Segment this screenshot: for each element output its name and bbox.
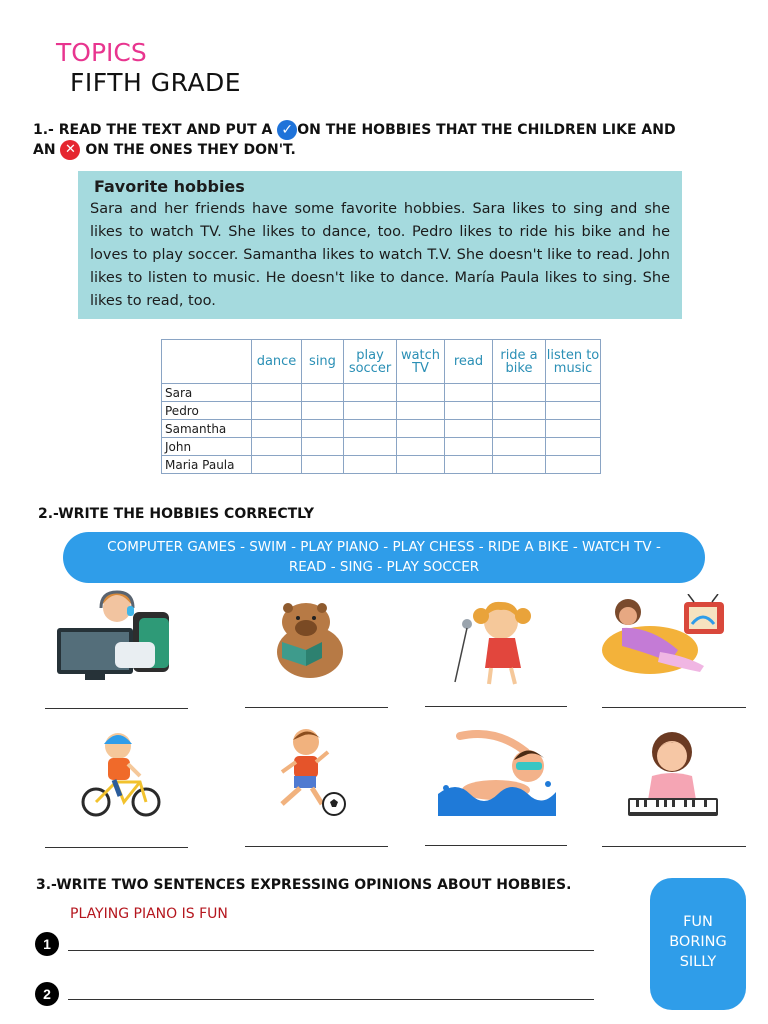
answer-cell[interactable]	[302, 402, 344, 420]
answer-line[interactable]	[425, 845, 567, 846]
table-row	[162, 402, 601, 420]
answer-cell[interactable]	[302, 420, 344, 438]
opinion-word: FUN	[683, 914, 713, 930]
hobbies-table	[161, 339, 601, 474]
answer-cell[interactable]	[344, 420, 397, 438]
cross-mark-icon: ✕	[60, 140, 80, 160]
answer-cell[interactable]	[302, 456, 344, 474]
answer-cell[interactable]	[445, 384, 493, 402]
col-play-soccer: play soccer	[344, 340, 397, 384]
example-sentence: PLAYING PIANO IS FUN	[70, 906, 228, 922]
answer-cell[interactable]	[546, 438, 601, 456]
row-name: Maria Paula	[162, 456, 252, 474]
answer-cell[interactable]	[493, 402, 546, 420]
answer-cell[interactable]	[344, 402, 397, 420]
topics-heading: TOPICS	[56, 38, 147, 67]
answer-cell[interactable]	[397, 438, 445, 456]
instruction-line-2	[33, 140, 296, 160]
swimming-picture	[436, 730, 558, 820]
answer-line[interactable]	[45, 847, 188, 848]
reading-picture	[272, 600, 347, 680]
answer-line[interactable]	[602, 707, 746, 708]
col-listen-to-music: listen to music	[546, 340, 601, 384]
answer-cell[interactable]	[344, 384, 397, 402]
answer-cell[interactable]	[252, 420, 302, 438]
table-header-row	[162, 340, 601, 384]
answer-line[interactable]	[425, 706, 567, 707]
answer-cell[interactable]	[445, 456, 493, 474]
answer-cell[interactable]	[344, 456, 397, 474]
answer-cell[interactable]	[397, 420, 445, 438]
reading-text: Sara and her friends have some favorite hobbies. Sara likes to sing and she likes to watch TV. She likes to dance, too. Pedro likes to ride his bike and he loves to play soccer. Samantha likes to watch T.V. She doesn't like to read. John likes to listen to music. He doesn't like to dance. María Paula likes to sing. She likes to read, too.	[90, 201, 670, 309]
table-row	[162, 438, 601, 456]
soccer-picture	[262, 724, 352, 816]
piano-picture	[624, 724, 722, 820]
answer-cell[interactable]	[546, 420, 601, 438]
number-badge-2: 2	[35, 982, 59, 1006]
instruction-1a: 1.- READ THE TEXT AND PUT A	[33, 122, 273, 138]
answer-cell[interactable]	[445, 438, 493, 456]
answer-cell[interactable]	[344, 438, 397, 456]
answer-line[interactable]	[45, 708, 188, 709]
row-name: Pedro	[162, 402, 252, 420]
answer-line[interactable]	[245, 846, 388, 847]
answer-cell[interactable]	[546, 456, 601, 474]
word-bank-line-1: COMPUTER GAMES - SWIM - PLAY PIANO - PLAY CHESS - RIDE A BIKE - WATCH TV -	[107, 539, 661, 555]
col-read: read	[445, 340, 493, 384]
watching-tv-picture	[600, 594, 730, 676]
singing-picture	[445, 598, 550, 686]
answer-cell[interactable]	[397, 456, 445, 474]
answer-cell[interactable]	[546, 384, 601, 402]
row-name: John	[162, 438, 252, 456]
instruction-1b: ON THE HOBBIES THAT THE CHILDREN LIKE AND	[297, 122, 676, 138]
col-dance: dance	[252, 340, 302, 384]
grade-heading: FIFTH GRADE	[70, 68, 242, 97]
table-row	[162, 456, 601, 474]
biking-picture	[80, 726, 162, 818]
col-watch-tv: watch TV	[397, 340, 445, 384]
row-name: Sara	[162, 384, 252, 402]
answer-cell[interactable]	[302, 384, 344, 402]
answer-cell[interactable]	[493, 420, 546, 438]
answer-cell[interactable]	[397, 384, 445, 402]
section2-title: 2.-WRITE THE HOBBIES CORRECTLY	[38, 506, 315, 522]
answer-cell[interactable]	[445, 402, 493, 420]
table-row	[162, 384, 601, 402]
answer-line[interactable]	[602, 846, 746, 847]
answer-cell[interactable]	[493, 384, 546, 402]
word-bank	[63, 532, 705, 583]
answer-cell[interactable]	[252, 384, 302, 402]
answer-cell[interactable]	[252, 402, 302, 420]
check-mark-icon: ✓	[277, 120, 297, 140]
opinion-word-box	[650, 878, 746, 1010]
col-ride-a-bike: ride a bike	[493, 340, 546, 384]
number-badge-1: 1	[35, 932, 59, 956]
word-bank-line-2: READ - SING - PLAY SOCCER	[288, 559, 480, 575]
row-name: Samantha	[162, 420, 252, 438]
answer-cell[interactable]	[252, 456, 302, 474]
table-row	[162, 420, 601, 438]
answer-cell[interactable]	[493, 438, 546, 456]
reading-passage	[78, 171, 682, 319]
computer-games-picture	[55, 590, 180, 682]
answer-cell[interactable]	[302, 438, 344, 456]
instruction-2b: ON THE ONES THEY DON'T.	[85, 142, 296, 158]
answer-cell[interactable]	[397, 402, 445, 420]
reading-title: Favorite hobbies	[94, 177, 245, 196]
sentence-line-2[interactable]	[68, 999, 594, 1000]
instruction-line-1	[33, 120, 676, 140]
answer-line[interactable]	[245, 707, 388, 708]
section3-title: 3.-WRITE TWO SENTENCES EXPRESSING OPINIONS ABOUT HOBBIES.	[36, 877, 572, 893]
answer-cell[interactable]	[252, 438, 302, 456]
col-sing: sing	[302, 340, 344, 384]
sentence-line-1[interactable]	[68, 950, 594, 951]
table-corner-cell	[162, 340, 252, 384]
instruction-2a: AN	[33, 142, 56, 158]
opinion-word: BORING	[669, 934, 727, 950]
answer-cell[interactable]	[445, 420, 493, 438]
answer-cell[interactable]	[493, 456, 546, 474]
opinion-word: SILLY	[679, 954, 717, 970]
answer-cell[interactable]	[546, 402, 601, 420]
